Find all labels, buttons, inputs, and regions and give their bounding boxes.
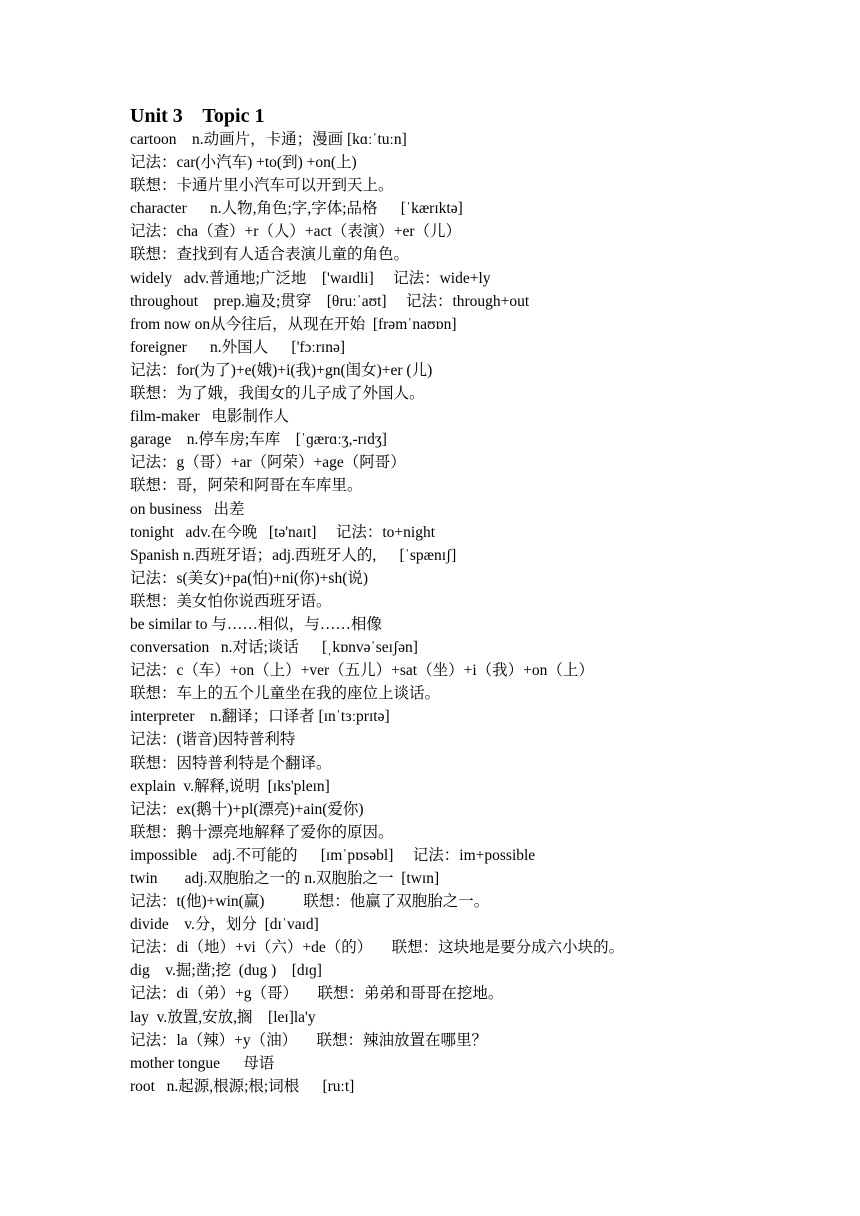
- vocab-line: 记法：(谐音)因特普利特: [130, 731, 296, 749]
- vocab-line: 记法：car(小汽车) +to(到) +on(上): [130, 154, 357, 172]
- vocab-line: 记法：di（地）+vi（六）+de（的） 联想：这块地是要分成六小块的。: [130, 939, 625, 957]
- vocab-line: 联想：为了娥，我闺女的儿子成了外国人。: [130, 385, 425, 403]
- vocab-line: character n.人物,角色;字,字体;品格 [ˈkærɪktə]: [130, 200, 463, 218]
- vocab-line: 联想：卡通片里小汽车可以开到天上。: [130, 177, 394, 195]
- vocab-line: widely adv.普通地;广泛地 ['waɪdli] 记法：wide+ly: [130, 269, 491, 287]
- vocab-line: 联想：哥，阿荣和阿哥在车库里。: [130, 477, 363, 495]
- vocab-line: dig v.掘;凿;挖 (dug ) [dɪɡ]: [130, 962, 322, 980]
- vocab-line: 记法：for(为了)+e(娥)+i(我)+gn(闺女)+er (儿): [130, 361, 433, 379]
- vocab-line: throughout prep.遍及;贯穿 [θruːˈaʊt] 记法：through+out: [130, 292, 530, 310]
- vocab-line: 记法：s(美女)+pa(怕)+ni(你)+sh(说): [130, 569, 369, 587]
- vocab-line: impossible adj.不可能的 [ɪmˈpɒsəbl] 记法：im+possible: [130, 846, 536, 864]
- vocab-line: from now on从今往后，从现在开始 [frəmˈnaʊɒn]: [130, 315, 457, 333]
- vocab-line: twin adj.双胞胎之一的 n.双胞胎之一 [twɪn]: [130, 870, 440, 887]
- vocab-line: film-maker 电影制作人: [130, 408, 289, 426]
- vocab-line: root n.起源,根源;根;词根 [ruːt]: [130, 1077, 355, 1095]
- vocab-line: 记法：c（车）+on（上）+ver（五儿）+sat（坐）+i（我）+on（上）: [130, 662, 594, 680]
- vocab-line: interpreter n.翻译；口译者 [ɪnˈtɜːprɪtə]: [130, 708, 390, 726]
- vocab-line: lay v.放置,安放,搁 [leɪ]la'y: [130, 1008, 316, 1026]
- vocab-line: 联想：鹅十漂亮地解释了爱你的原因。: [130, 823, 394, 841]
- vocab-line: 记法：di（弟）+g（哥） 联想：弟弟和哥哥在挖地。: [130, 985, 504, 1003]
- vocab-line: cartoon n.动画片，卡通；漫画 [kɑːˈtuːn]: [130, 131, 407, 148]
- vocab-line: 记法：ex(鹅十)+pl(漂亮)+ain(爱你): [130, 800, 364, 818]
- vocab-line: Spanish n.西班牙语；adj.西班牙人的, [ˈspænɪʃ]: [130, 546, 457, 564]
- vocab-line: divide v.分，划分 [dɪˈvaɪd]: [130, 916, 319, 934]
- vocab-line: 记法：cha（查）+r（人）+act（表演）+er（儿）: [130, 223, 462, 241]
- vocab-line: 记法：la（辣）+y（油） 联想：辣油放置在哪里？: [130, 1031, 488, 1049]
- vocab-line: on business 出差: [130, 500, 245, 518]
- vocab-line: foreigner n.外国人 ['fɔːrɪnə]: [130, 338, 345, 356]
- vocab-line: 记法：t(他)+win(赢) 联想：他赢了双胞胎之一。: [130, 893, 490, 911]
- vocab-line: be similar to 与……相似，与……相像: [130, 615, 382, 633]
- vocabulary-list: [130, 128, 830, 1098]
- vocab-line: mother tongue 母语: [130, 1054, 275, 1072]
- page-title: Unit 3 Topic 1: [130, 105, 265, 127]
- vocab-line: 联想：美女怕你说西班牙语。: [130, 592, 332, 610]
- vocab-line: 记法：g（哥）+ar（阿荣）+age（阿哥）: [130, 454, 406, 472]
- vocab-line: conversation n.对话;谈话 [ˌkɒnvəˈseɪʃən]: [130, 639, 418, 657]
- document-page: [130, 104, 830, 1098]
- vocab-line: 联想：查找到有人适合表演儿童的角色。: [130, 246, 410, 264]
- vocab-line: garage n.停车房;车库 [ˈɡærɑːʒ,-rɪdʒ]: [130, 431, 387, 449]
- vocab-line: 联想：因特普利特是个翻译。: [130, 754, 332, 772]
- vocab-line: tonight adv.在今晚 [tə'naɪt] 记法：to+night: [130, 523, 435, 541]
- vocab-line: 联想：车上的五个儿童坐在我的座位上谈话。: [130, 685, 441, 703]
- vocab-line: explain v.解释,说明 [ɪks'pleɪn]: [130, 777, 330, 795]
